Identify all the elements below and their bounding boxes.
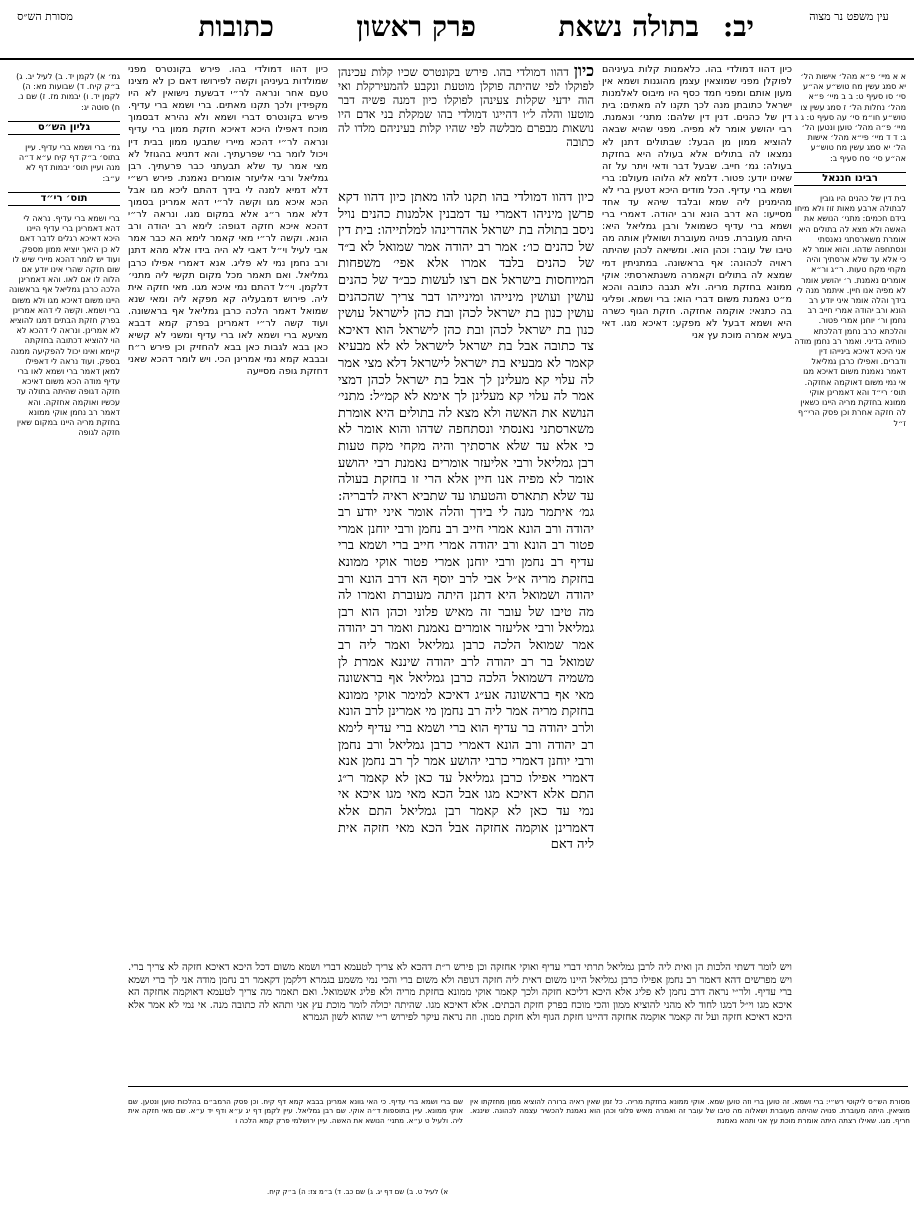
bottom-commentary-text: ויש לומר דשתי הלכות הן ואית ליה לרבן גמליאל תרתי דברי עדיף ואוקי אחזקה וכן פירש ר״ת דהכא לא צריך לטעמא דברי ושמא משום דכל היכא דאיכא חזקה לא צריך ברי. ויש מפרשים דהא דאמר רב נחמן אפילו כרבן גמליאל היינו משום דאית ליה חזקה דגופה ולא משום ברי והכי נמי משמע בגמרא דלקמן דקאמר רב נחמן מודה אני לך ברי ושמא ברי עדיף. ולר״י נראה דרב נחמן לא פליג אלא היכא דליכא חזקה ולכך קאמר אוקי ממונא בחזקת מריה ולא פליג אשמואל. ואם תאמר מה צריך לטעמא דאוקמה אחזקה הא איכא מגו וי״ל דמגו לחוד לא מהני להוציא ממון והכי מוכח בפרק חזקת הבתים. אלא דאיכא מגו. שהיתה יכולה לומר מוכת עץ אני ותהא לה כתובה מנה. אי נמי לא אמר אלא היכא דאיכא חזקה ועל זה קאמר אוקמה אחזקה דהיינו חזקת הגוף ולא חזקת ממון. וזה נראה עיקר לפירוש ר״י שהוא לשון הגמרא [128, 962, 792, 1024]
gilyon-hashas-title: גליון הש״ס [8, 121, 120, 135]
footer-notes-right [470, 1090, 910, 1200]
rabbeinu-chananel-text: בית דין של כהנים היו גובין לבתולה ארבע מאות זוז ולא מיחו בידם חכמים: מתני׳ הנושא את האשה ולא מצא לה בתולים היא אומרת משארסתני נאנסתי ונסתחפה שדהו. והוא אומר לא כי אלא עד שלא ארסתיך והיה מקחי מקח טעות. ר״ג ור״א אומרים נאמנת. ר׳ יהושע אומר לא מפיה אנו חיין. איתמר מנה לי בידך והלה אומר איני יודע רב הונא ורב יהודה אמרי חייב רב נחמן ור׳ יוחנן אמרי פטור. והלכתא כרב נחמן דהלכתא כוותיה בדיני. ואמר רב נחמן מודה אני היכא דאיכא בינייהו דין ודברים. ואפילו כרבן גמליאל דאמר נאמנת משום דאיכא מגו אי נמי משום דאוקמה אחזקה. תוס׳ רי״ד והא דאמרינן אוקי ממונא בחזקת מריה היינו כשאין לה חזקה אחרת וכן פסק הרי״ף ז״ל [794, 194, 906, 428]
bottom-commentary [128, 952, 792, 1080]
tosafot-column [128, 64, 328, 834]
gilyon-hashas-text: גמ׳ ברי ושמא ברי עדיף. עיין בתוס׳ ב״ק דף קיח ע״א ד״ה מנה ועיין תוס׳ יבמות דף לא ע״ב: [18, 143, 120, 183]
page-number: יב: [722, 10, 754, 43]
ein-mishpat-label: עין משפט נר מצוה [809, 10, 889, 23]
left-margin [8, 64, 120, 1104]
gemara-top-text: דהוו דמולדי בהו. פירש בקונטרס שכיו קלות עכינהן לפוקלו לפי שהיתה פוקלן מוטעת ונקבע להמעירקלת ואי הוה ידעי שקלות צעינהן לפוקלו כיון דמנה פשיה דבר מוטעו והלה ל״ו דהייגו דמולדי בהו שמקלת בני אדם היו נושאות מבפרם מבלשה לפי שהיו קלות בעיניהם מלדו לה כתובה [338, 65, 594, 149]
tosafot-text: כיון דהוו דמולדי בהו. פירש בקונטרס מפני שמולדות בעיניהן וקשה לפירושו דאם כן לא מצינו טעם אחר ונראה לר״י דבשעת נישואין לא היו מקפידין ולכך תקנו מאתים. ברי ושמא ברי עדיף. פירש בקונטרס דברי ושמא ולא נהירא דבסמוך מוכח דאפילו היכא דאיכא חזקת ממון ברי עדיף ונראה לר״י דהכא מיירי שתבעו ממון בבית דין ויכול לומר ברי שפרעתיך. והא דתניא בהגוזל לא מצי אמר עד שלא תבעתני כבר פרעתיך. רבן גמליאל ורבי אליעזר אומרים נאמנת. פירש רש״י דלא דמיא למנה לי בידך דהתם ליכא מגו אבל הכא איכא מגו וקשה לר״י דהא אמרינן בסמוך דלא אמר ר״ג אלא במקום מגו. ונראה לר״י דהכא איכא חזקה דגופה: לימא רב יהודה ורב הונא. וקשה לר״י מאי קאמר לימא הא כבר אמר אבי לעיל וי״ל דאבי לא היה בידו אלא מהא דתנן ורב נחמן נמי לא פליג. אנא דאמרי אפילו כרבן גמליאל. ואם תאמר מכל מקום תקשי ליה מתני׳ דלקמן. וי״ל דהתם נמי איכא מגו. מאי חזקה אית ליה. פירוש דמבעליה קא מפקא ליה ומאי שנא שמואל דאמר הלכה כרבן גמליאל אף בראשונה. ועוד קשה לר״י דאמרינן בפרק קמא דבבא מציעא ברי ושמא לאו ברי עדיף ומשני לא קשיא כאן בבא לגבות כאן בבא להחזיק וכן פירש ר״ח ובבבא קמא נמי אמרינן הכי. ויש לומר דהכא שאני דחזקת גופה מסייעה [128, 64, 328, 378]
rabbeinu-chananel-title: רבינו חננאל [794, 172, 906, 186]
footnote: א) לעיל ט. ב) שם דף יג. ג) שם כב. ד) ב״מ צז: ה) ב״ק קיח. [267, 1188, 448, 1196]
chapter-number: פרק ראשון [356, 10, 476, 43]
rashi-text: כיון דהוו דמולדי בהו. כלאמנות קלות בעיניהם לפוקלן מפני שמוצאין עצמן מהוגנות ושמא אין מעון אותם ומפני חמד כסף היו מיבוס לאלמנות ישראל כתובתן מנה לכך תקנו לה מאתים: בית דין של כהנים. דנין דין שלהם: מתני׳ ונאמנת. רבי יהושע אומר לא מפיה. מפני שהיא שבאה להוציא ממון מן הבעל: שבתולים דתנן לא נמצאו לה בתולים אלא בעולה היא בחזקת בעולה: גמ׳ חייב. שבעל דבר ודאי ויתר על זה שאינו יודע: פטור. דלמא לא הלוהו מעולם: ברי ושמא ברי עדיף. הכל מודים היכא דטעין ברי לא מהימנינן ליה שמא ובלבד שיהא עד אחד מסייעו: הא דרב הונא ורב יהודה. דאמרי ברי ושמא ברי עדיף כשמואל ורבן גמליאל היא: היתה מעוברת. פנויה מעוברת ושואלין אותה מה טיבו של עובר: וכהן הוא. ומשיאה לכהן שהיתה ראויה לכהונה: אף בראשונה. במתניתין דמי שמצא לה בתולים וקאמרה משנתארסתי: אוקי ממונא בחזקת מריה. ולא תגבה כתובה והכא מ״ט נאמנת משום דברי הוא: ברי ושמא. ופליגי בה כתנאי: אוקמה אחזקה. חזקת הגוף כשרה היא ושמא דבעל לא מפקע: דאיכא מגו. דאי בעיא אמרה מוכת עץ אני [602, 64, 792, 342]
footer-divider [128, 1086, 908, 1087]
rashi-column [602, 64, 792, 834]
tosafot-rid-title: תוס׳ רי״ד [8, 192, 120, 206]
masoret-hashas-label: מסורת הש״ס [17, 10, 73, 23]
gemara-column [338, 190, 594, 950]
masoret-hashas-text: גמ׳ א) לקמן יד. ב) לעיל יב. ג) ב״ק קיח. ד) שבועות מא: ה) לקמן יד. ו) יבמות מז. ז) שם נ. ח) סוטה יג: [16, 72, 120, 112]
footer-right-text: מסורת הש״ס ליקוטי רש״י: ברי ושמא. זה טוען ברי וזה טוען שמא. אוקי ממונא בחזקת מריה. כל זמן שאין ראיה ברורה להוציא ממון מחזקתו אין מוציאין. היתה מעוברת. פנויה שהיתה מעוברת ושאלוה מה טיבו של עובר זה ואמרה מאיש פלוני וכהן הוא נאמנת להכשיר עצמה לכהונה. שיננא. חריף. מגו. שאילו רצתה היתה אומרת מוכת עץ אני ותהא נאמנת [470, 1097, 910, 1125]
gemara-text: כיון דהוו דמולדי בהו תקנו להו מאתן כיון דהוו דקא פרשן מיניהו דאמרי עד דמבנין אלמנות כהנים נויל ניסב בתולה בת ישראל אהדרינהו למלתייהו: בית דין של כהנים כו׳: אמר רב יהודה אמר שמואל לא ב״ד של כהנים בלבד אמרו אלא אפי׳ משפחות המיוחסות בישראל אם רצו לעשות כב״ד של כהנים עושין ועושין מינייהו ומינייהו דבר צריך שהכהנים עושין כנון בת ישראל לכהן ובת כהן לישראל עושין כנון בת ישראל לכהן ובת כהן לישראל הוא דאיכא צד כתובה אבל בת ישראל לישראל לא לא מבעיא קאמר לא מבעיא בת ישראל לישראל דלא מצי אמר לה עלוי קא מעלינן לך אבל בת ישראל לכהן דמצי אמר לה עלוי קא מעלינן לך אימא לא קמ״ל: מתני׳ הנושא את האשה ולא מצא לה בתולים היא אומרת משארסתני נאנסתי ונסתחפה שדהו והוא אומר לא כי אלא עד שלא ארסתיך והיה מקחי מקח טעות רבן גמליאל ורבי אליעזר אומרים נאמנת רבי יהושע אומר לא מפיה אנו חיין אלא הרי זו בחזקת בעולה עד שלא תתארס והטעתו עד שתביא ראיה לדבריה: גמ׳ איתמר מנה לי בידך והלה אומר איני יודע רב יהודה ורב הונא אמרי חייב רב נחמן ורבי יוחנן אמרי פטור רב הונא ורב יהודה אמרי חייב ברי ושמא ברי עדיף רב נחמן ורבי יוחנן אמרי פטור אוקי ממונא בחזקת מריה א״ל אבי לרב יוסף הא דרב הונא ורב יהודה ושמואל היא דתנן היתה מעוברת ואמרו לה מה טיבו של עובר זה מאיש פלוני וכהן הוא רבן גמליאל ורבי אליעזר אומרים נאמנת ואמר רב יהודה אמר שמואל הלכה כרבן גמליאל ואמר ליה רב שמואל בר רב יהודה לרב יהודה שיננא אמרת לן משמיה דשמואל הלכה כרבן גמליאל אף בראשונה מאי אף בראשונה אע״ג דאיכא למימר אוקי ממונא בחזקת מריה אמר ליה רב נחמן מי אמרינן לרב הונא ולרב יהודה בר עדיף הוא ברי ושמא ברי עדיף לימא רב יהודה ורב הונא דאמרי כרבן גמליאל ורב נחמן ורבי יוחנן דאמרי כרבי יהושע אמר לך רב נחמן אנא דאמרי אפילו כרבן גמליאל עד כאן לא קאמר ר״ג התם אלא דאיכא מגו אבל הכא מאי מגו איכא אי נמי עד כאן לא קאמר רבן גמליאל התם אלא דאמרינן אוקמה אחזקה אבל הכא מאי חזקה אית ליה דאם [338, 190, 594, 853]
chapter-name: בתולה נשאת [558, 10, 699, 43]
dibbur-hamatchil: כיון [573, 64, 594, 80]
tosafot-rid-text: ברי ושמא ברי עדיף. נראה לי דהא דאמרינן ברי עדיף היינו היכא דאיכא רגלים לדבר דאם לא כן היאך יוציא ממון מספק. ועוד יש לומר דהכא מיירי שיש לו שום חזקה שהרי אינו יודע אם הלוה לו אם לאו. והא דאמרינן הלכה כרבן גמליאל אף בראשונה היינו משום דאיכא מגו ולא משום ברי ושמא. וקשה לי דהא אמרינן בפרק חזקת הבתים דמגו להוציא לא אמרינן. ונראה לי דהכא לא הוי להוציא דכתובה בחזקתה קיימא ואינו יכול להפקיעה ממנה בספק. ועוד נראה לי דאפילו למאן דאמר ברי ושמא לאו ברי עדיף מודה הכא משום דאיכא חזקה דגופה שהיתה בתולה עד עכשיו ואוקמה אחזקה. והא דאמר רב נחמן אוקי ממונא בחזקת מריה היינו במקום שאין חזקה לגופה [8, 214, 120, 438]
right-margin [794, 64, 906, 1064]
footer-notes-left [128, 1090, 463, 1200]
gemara-top-commentary [338, 64, 594, 184]
tractate-name: כתובות [198, 10, 274, 43]
ein-mishpat-text: א א מיי׳ פ״א מהל׳ אישות הל׳ יא סמג עשין מח טוש״ע אה״ע סי׳ סו סעיף ט: ב ב מיי׳ פ״א מהל׳ נחלות הל׳ ז סמג עשין צו טוש״ע חו״מ סי׳ עה סעיף ט: ג ג מיי׳ פ״ה מהל׳ טוען ונטען הל׳ ג: ד ד מיי׳ פי״א מהל׳ אישות הל׳ יא סמג עשין מח טוש״ע אה״ע סי׳ סח סעיף ב: [794, 72, 906, 163]
page-header [0, 8, 914, 60]
footer-left-text: שם ברי ושמא ברי עדיף. כי האי גוונא אמרינן בבבא קמא דף קיח. וכן פסק הרמב״ם בהלכות טוען ונטען. שם אוקי ממונא. עיין בתוספות ד״ה אוקי. שם רבן גמליאל. עיין לקמן דף יג ע״א ודף יד ע״א. שם מאי חזקה אית ליה. ולעיל ט ע״א. מתני׳ הנושא את האשה. עיין ירושלמי פרק קמא הלכה ו [128, 1097, 463, 1125]
